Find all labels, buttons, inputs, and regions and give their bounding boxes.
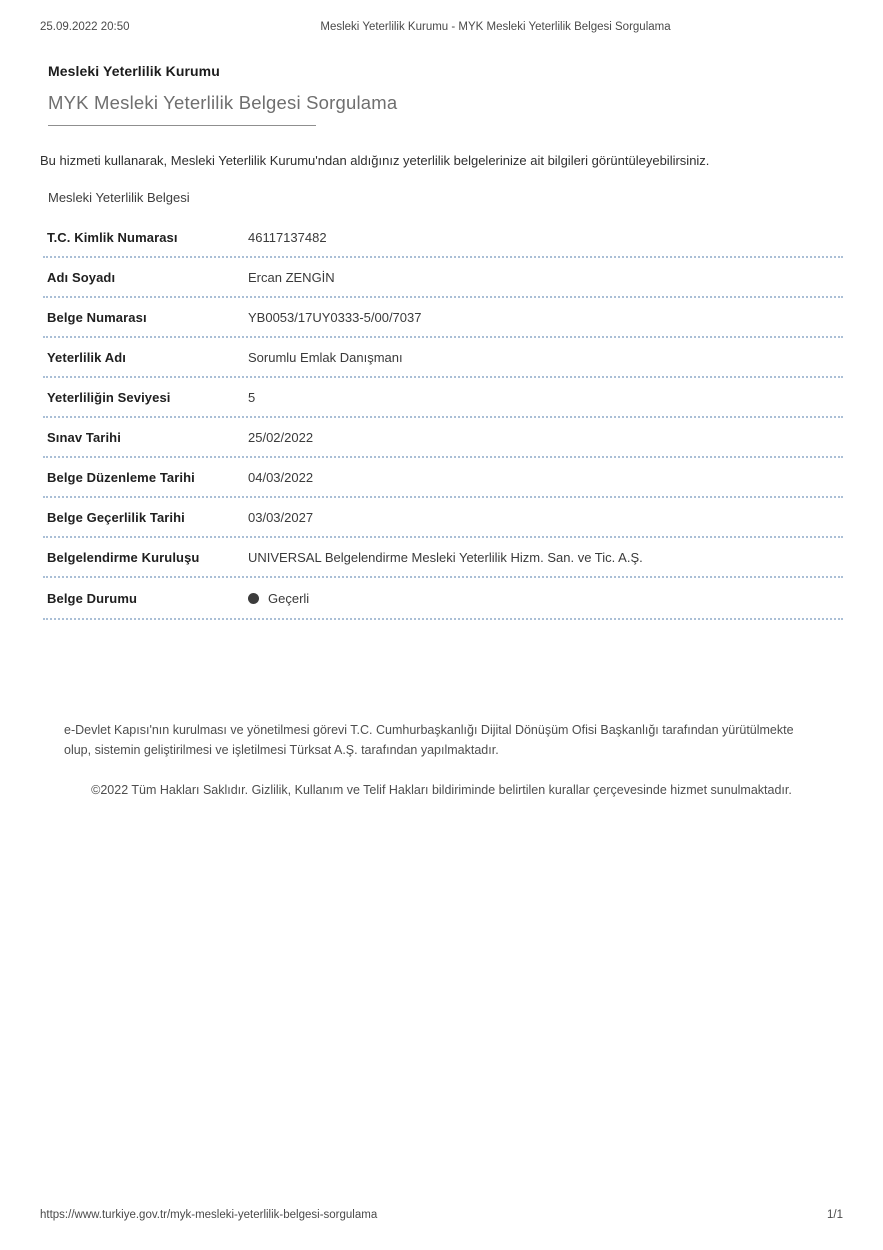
row-value: 25/02/2022 [248,429,314,445]
row-value: 04/03/2022 [248,469,314,485]
row-label: Belgelendirme Kuruluşu [47,549,200,565]
row-label: Belge Numarası [47,309,147,325]
institution-name: Mesleki Yeterlilik Kurumu [48,63,220,79]
row-value: UNIVERSAL Belgelendirme Mesleki Yeterlilik Hizm. San. ve Tic. A.Ş. [248,549,643,565]
service-heading [48,63,397,126]
edevlet-footer-info: e-Devlet Kapısı'nın kurulması ve yönetilmesi görevi T.C. Cumhurbaşkanlığı Dijital Dönüşüm Ofisi Başkanlığı tarafından yürütülmekte olup, sistemin geliştirilmesi ve işletilmesi Türksat A.Ş. tarafından yapılmaktadır. [64,722,794,758]
title-underline [48,125,316,126]
row-label: Belge Düzenleme Tarihi [47,469,195,485]
certificate-section-title: Mesleki Yeterlilik Belgesi [48,190,190,205]
row-label: Adı Soyadı [47,269,116,285]
status-badge: Geçerli [268,590,310,606]
row-label: Belge Geçerlilik Tarihi [47,509,185,525]
source-url: https://www.turkiye.gov.tr/myk-mesleki-yeterlilik-belgesi-sorgulama [40,1209,378,1221]
service-title: MYK Mesleki Yeterlilik Belgesi Sorgulama [48,92,398,113]
print-footer [40,1209,843,1224]
table-row [43,498,843,538]
print-datetime: 25.09.2022 20:50 [40,21,130,33]
row-value: 03/03/2027 [248,509,314,525]
row-label: T.C. Kimlik Numarası [47,229,178,245]
table-row [43,418,843,458]
row-label: Yeterlilik Adı [47,349,126,365]
row-label: Belge Durumu [47,590,138,606]
row-value: 46117137482 [248,229,327,245]
table-row [43,258,843,298]
certificate-table [43,218,843,620]
table-row [43,338,843,378]
row-value: YB0053/17UY0333-5/00/7037 [248,309,422,325]
table-row [43,298,843,338]
table-row-status [43,578,843,620]
row-label: Yeterliliğin Seviyesi [47,389,171,405]
row-value: Sorumlu Emlak Danışmanı [248,349,403,365]
table-row [43,378,843,418]
table-row [43,458,843,498]
service-description: Bu hizmeti kullanarak, Mesleki Yeterlilik Kurumu'ndan aldığınız yeterlilik belgelerinize ait bilgileri görüntüleyebilirsiniz. [40,153,710,168]
status-dot-icon [248,593,259,604]
print-page-title: Mesleki Yeterlilik Kurumu - MYK Mesleki Yeterlilik Belgesi Sorgulama [320,21,671,33]
row-value: Ercan ZENGİN [248,269,335,285]
page-number: 1/1 [827,1209,843,1221]
table-row [43,538,843,578]
row-value [248,591,309,606]
table-row [43,218,843,258]
print-header [40,21,843,36]
copyright-notice: ©2022 Tüm Hakları Saklıdır. Gizlilik, Kullanım ve Telif Hakları bildiriminde belirtilen kurallar çerçevesinde hizmet sunulmaktadır. [91,782,792,797]
row-value: 5 [248,389,256,405]
row-label: Sınav Tarihi [47,429,121,445]
